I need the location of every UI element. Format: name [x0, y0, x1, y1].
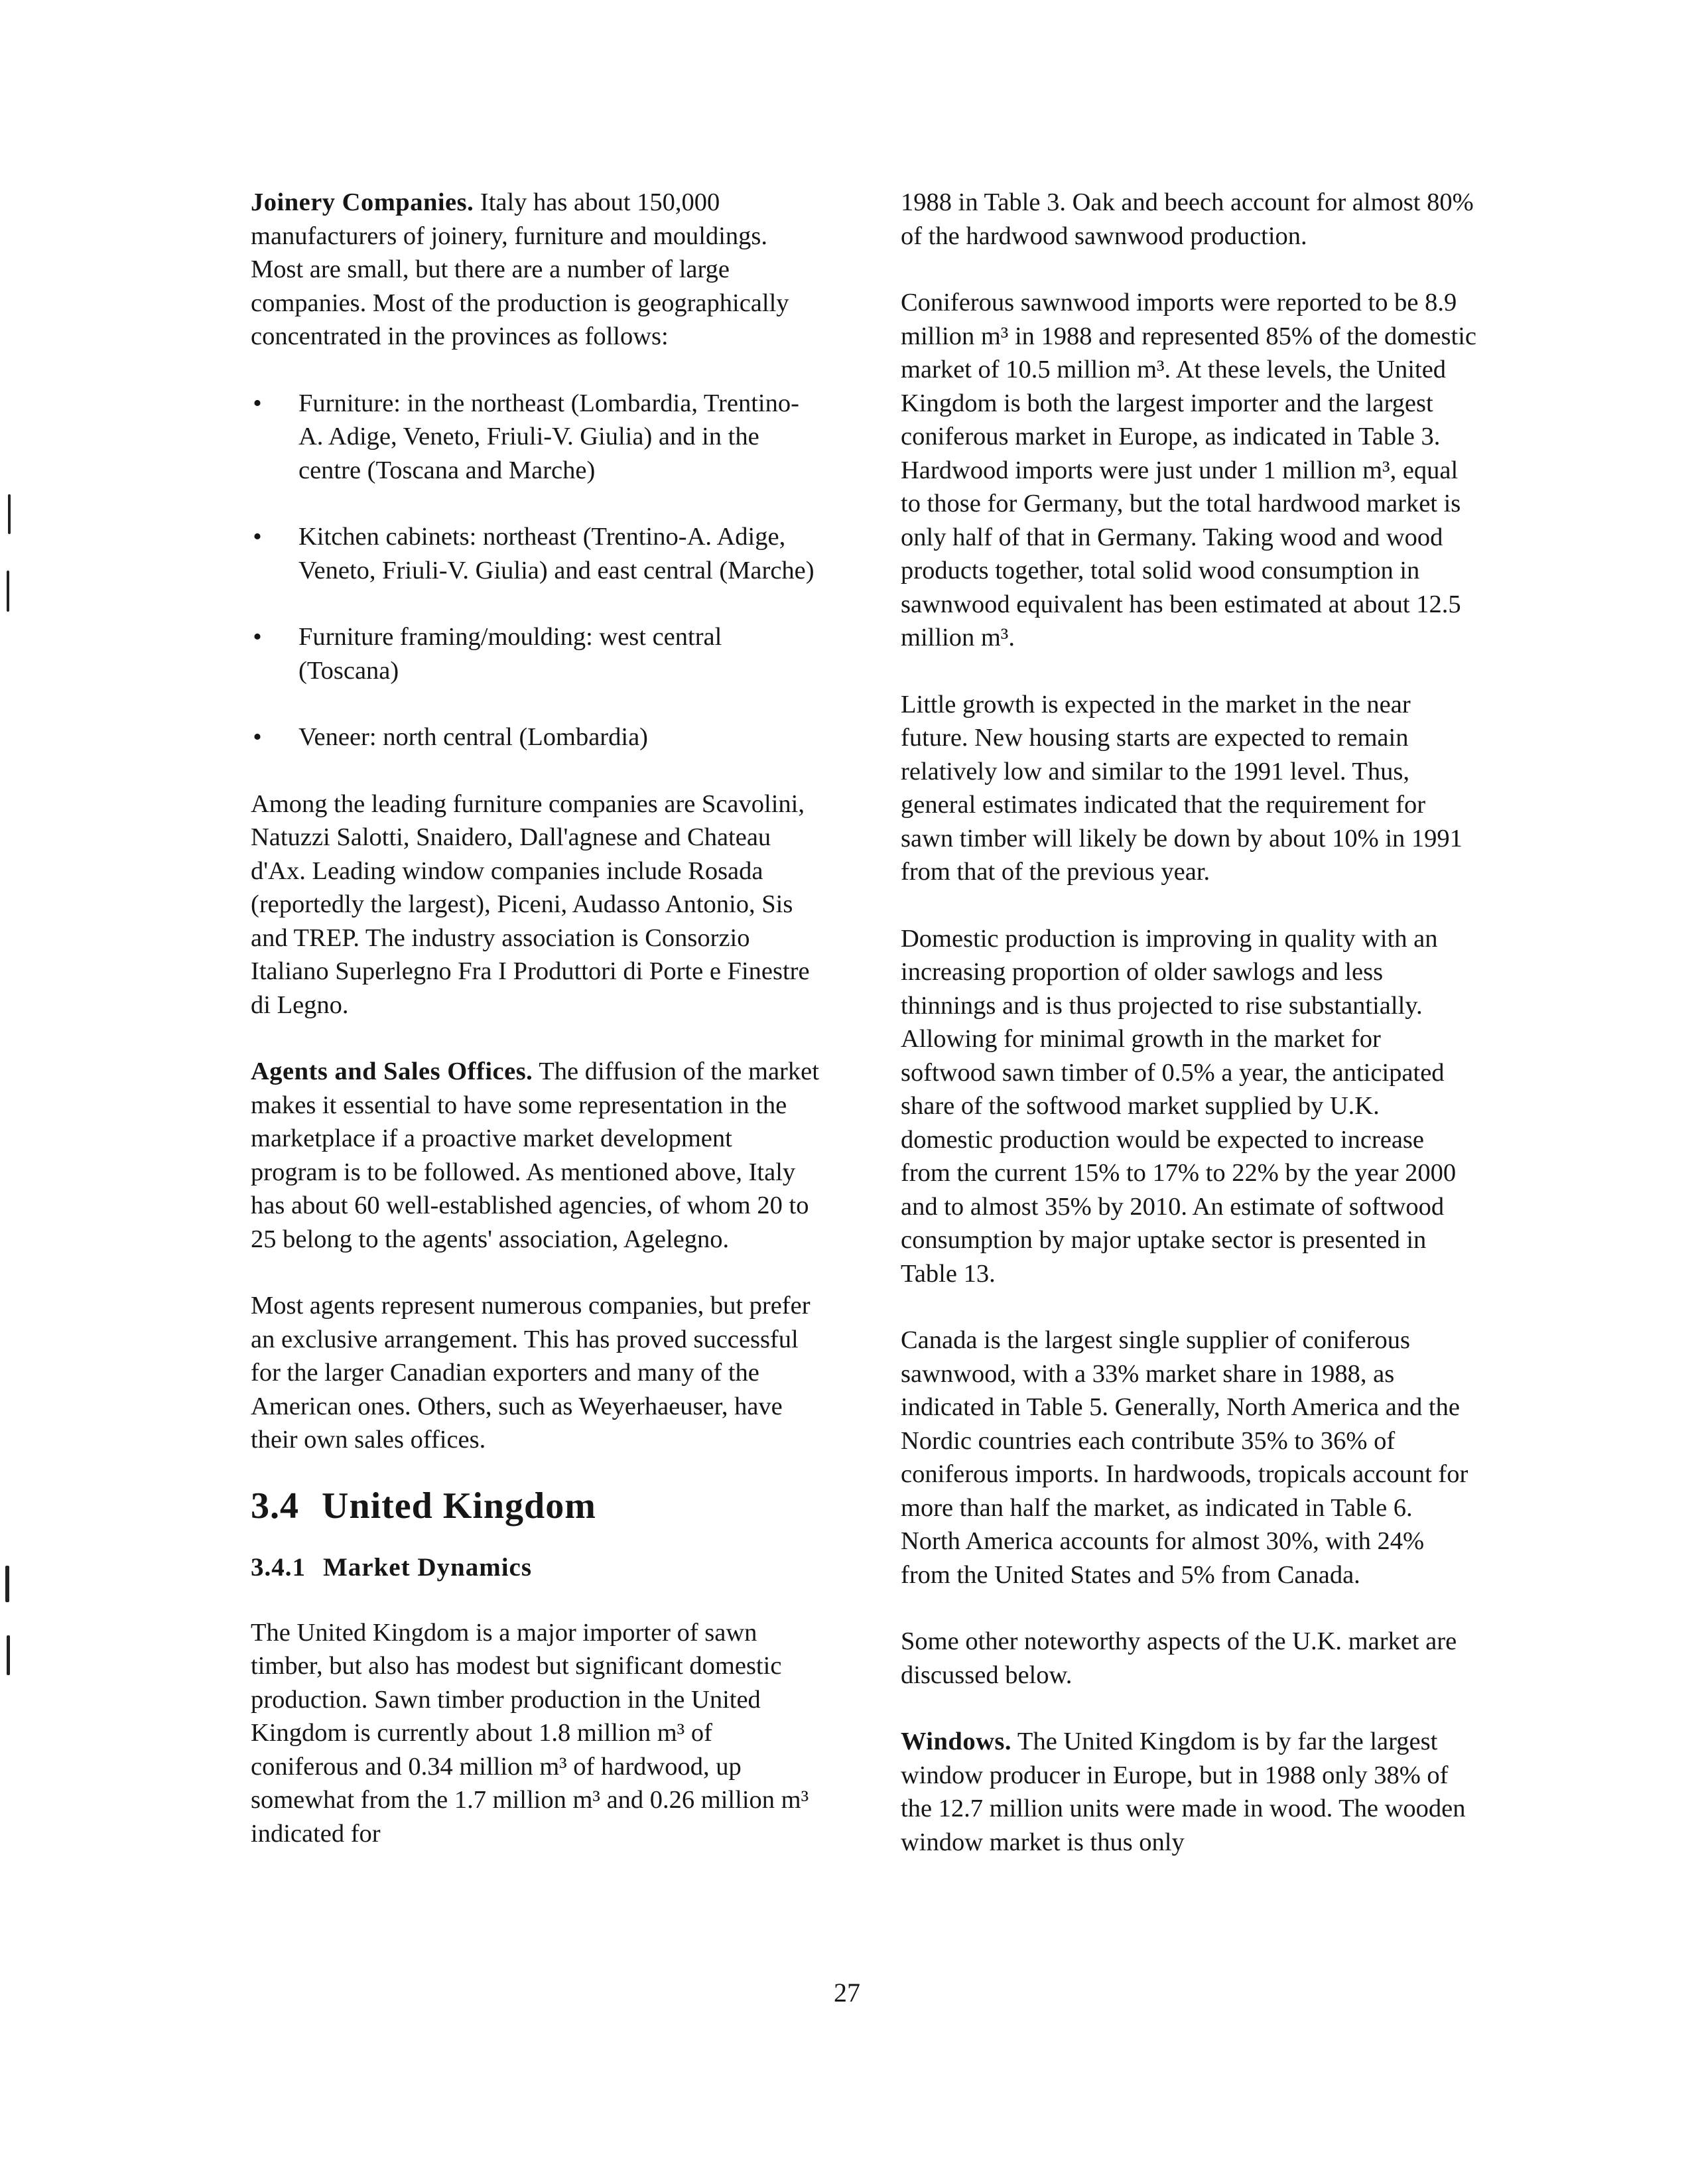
bullet-icon: •	[253, 389, 262, 417]
joinery-paragraph	[251, 186, 821, 354]
joinery-text: Italy has about 150,000 manufacturers of joinery, furniture and mouldings. Most are small, but there are a number of large companies. Most of the production is geographically concentrated in the provinces as follows:	[251, 188, 789, 350]
bullet-icon: •	[253, 723, 262, 751]
list-item-text: Kitchen cabinets: northeast (Trentino-A. Adige, Veneto, Friuli-V. Giulia) and east central (Marche)	[298, 523, 814, 584]
left-column	[251, 186, 821, 1883]
windows-lead: Windows.	[901, 1728, 1011, 1755]
coniferous-imports-paragraph: Coniferous sawnwood imports were reported to be 8.9 million m³ in 1988 and represented 85% of the domestic market of 10.5 million m³. At these levels, the United Kingdom is both the largest importer and the largest coniferous market in Europe, as indicated in Table 3. Hardwood imports were just under 1 million m³, equal to those for Germany, but the total hardwood market is only half of that in Germany. Taking wood and wood products together, total solid wood consumption in sawnwood equivalent has been estimated at about 12.5 million m³.	[901, 289, 1476, 651]
agents-lead: Agents and Sales Offices.	[251, 1058, 533, 1085]
list-item-text: Furniture: in the northeast (Lombardia, Trentino-A. Adige, Veneto, Friuli-V. Giulia) and in the centre (Toscana and Marche)	[298, 389, 799, 484]
subsection-heading	[251, 1551, 821, 1584]
list-item	[251, 520, 821, 587]
growth-paragraph: Little growth is expected in the market in the near future. New housing starts are expected to remain relatively low and similar to the 1991 level. Thus, general estimates indicated that the requirement for sawn timber will likely be down by about 10% in 1991 from that of the previous year.	[901, 690, 1463, 886]
bullet-icon: •	[253, 523, 262, 551]
agents-text: The diffusion of the market makes it essential to have some representation in the marketplace if a proactive market development program is to be followed. As mentioned above, Italy has about 60 well-established agencies, of whom 20 to 25 belong to the agents' association, Agelegno.	[251, 1058, 819, 1253]
scan-artifact	[7, 1635, 10, 1675]
domestic-production-paragraph: Domestic production is improving in quality with an increasing proportion of older sawlogs and less thinnings and is thus projected to rise substantially. Allowing for minimal growth in the market for softwood sawn timber of 0.5% a year, the anticipated share of the softwood market supplied by U.K. domestic production would be expected to increase from the current 15% to 17% to 22% by the year 2000 and to almost 35% by 2010. An estimate of softwood consumption by major uptake sector is presented in Table 13.	[901, 924, 1457, 1288]
other-aspects-paragraph: Some other noteworthy aspects of the U.K. market are discussed below.	[901, 1627, 1457, 1689]
agents-paragraph	[251, 1055, 821, 1256]
uk-intro-paragraph: The United Kingdom is a major importer of sawn timber, but also has modest but significant domestic production. Sawn timber production in the United Kingdom is currently about 1.8 million m³ of coniferous and 0.34 million m³ of hardwood, up somewhat from the 1.7 million m³ and 0.26 million m³ indicated for	[251, 1618, 809, 1848]
subsection-title: Market Dynamics	[323, 1552, 533, 1582]
province-list	[251, 387, 821, 754]
joinery-lead: Joinery Companies.	[251, 188, 474, 216]
scan-artifact	[7, 571, 9, 612]
section-heading	[251, 1485, 821, 1527]
furniture-companies-paragraph: Among the leading furniture companies are Scavolini, Natuzzi Salotti, Snaidero, Dall'agnese and Chateau d'Ax. Leading window companies include Rosada (reportedly the largest), Piceni, Audasso Antonio, Sis and TREP. The industry association is Consorzio Italiano Superlegno Fra I Produttori di Porte e Finestre di Legno.	[251, 789, 810, 1019]
section-number: 3.4	[251, 1485, 299, 1527]
canada-paragraph: Canada is the largest single supplier of coniferous sawnwood, with a 33% market share in 1988, as indicated in Table 5. Generally, North America and the Nordic countries each contribute 35% to 36% of coniferous imports. In hardwoods, tropicals account for more than half the market, as indicated in Table 6. North America accounts for almost 30%, with 24% from the United States and 5% from Canada.	[901, 1326, 1468, 1589]
list-item-text: Furniture framing/moulding: west central (Toscana)	[298, 623, 722, 685]
windows-paragraph	[901, 1725, 1478, 1859]
continuation-paragraph: 1988 in Table 3. Oak and beech account for almost 80% of the hardwood sawnwood production.	[901, 188, 1474, 250]
list-item	[251, 620, 821, 687]
list-item	[251, 720, 821, 754]
bullet-icon: •	[253, 623, 262, 651]
list-item-text: Veneer: north central (Lombardia)	[298, 723, 648, 751]
windows-text: The United Kingdom is by far the largest window producer in Europe, but in 1988 only 38% of the 12.7 million units were made in wood. The wooden window market is thus only	[901, 1728, 1466, 1856]
scan-artifact	[8, 494, 11, 534]
page-number: 27	[834, 1978, 860, 2008]
list-item	[251, 387, 821, 488]
section-title: United Kingdom	[322, 1485, 596, 1527]
most-agents-paragraph: Most agents represent numerous companies, but prefer an exclusive arrangement. This has proved successful for the larger Canadian exporters and many of the American ones. Others, such as Weyerhaeuser, have their own sales offices.	[251, 1292, 811, 1454]
scan-artifact	[5, 1566, 9, 1602]
subsection-number: 3.4.1	[251, 1552, 306, 1582]
right-column	[901, 186, 1478, 1892]
